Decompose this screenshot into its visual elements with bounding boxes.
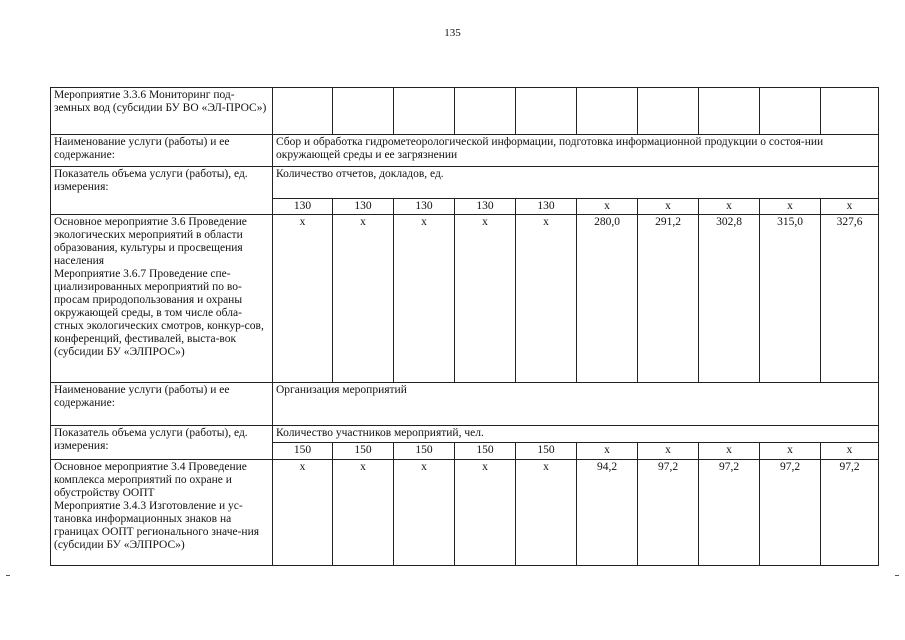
- table-cell: [455, 88, 516, 135]
- table-cell: х: [394, 215, 455, 383]
- table-cell: 94,2: [577, 460, 638, 566]
- table-row: [51, 383, 879, 426]
- table-cell: [394, 88, 455, 135]
- table-cell: х: [638, 443, 699, 460]
- table-cell: 97,2: [638, 460, 699, 566]
- table-cell: 315,0: [760, 215, 821, 383]
- table-cell: 97,2: [821, 460, 879, 566]
- table-cell: 280,0: [577, 215, 638, 383]
- table-cell: х: [821, 199, 879, 215]
- row-label: Наименование услуги (работы) и ее содержание:: [51, 383, 273, 426]
- table-cell: 291,2: [638, 215, 699, 383]
- table-cell: х: [455, 215, 516, 383]
- table-cell: х: [273, 460, 333, 566]
- table-cell: х: [577, 443, 638, 460]
- service-name-value: Сбор и обработка гидрометеорологической информации, подготовка информационной продукции о состоя-нии окружающей среды и ее загрязнении: [273, 135, 879, 167]
- table-cell: 130: [333, 199, 394, 215]
- scan-edge-mark: [6, 575, 10, 576]
- row-label: Основное мероприятие 3.4 Проведение комплекса мероприятий по охране и обустройству ООПТ Мероприятие 3.4.3 Изготовление и ус-тановка информационных знаков на границах ООПТ регионального значе-ния (субсидии БУ «ЭЛПРОС»): [51, 460, 273, 566]
- table-cell: 130: [455, 199, 516, 215]
- table-row: [51, 88, 879, 135]
- row-label: Мероприятие 3.3.6 Мониторинг под-земных вод (субсидии БУ ВО «ЭЛ-ПРОС»): [51, 88, 273, 135]
- table-cell: х: [638, 199, 699, 215]
- table-cell: [577, 88, 638, 135]
- indicator-value: Количество отчетов, докладов, ед.: [273, 167, 879, 199]
- table-cell: 97,2: [699, 460, 760, 566]
- table-cell: 130: [516, 199, 577, 215]
- row-label: Основное мероприятие 3.6 Проведение экологических мероприятий в области образования, культуры и просвещения населения Мероприятие 3.6.7 Проведение спе-циализированных мероприятий по во-просам природопользования и охраны окружающей среды, в том числе обла-стных экологических смотров, конкур-сов, конференций, фестивалей, выста-вок (субсидии БУ «ЭЛПРОС»): [51, 215, 273, 383]
- row-label: Показатель объема услуги (работы), ед. измерения:: [51, 426, 273, 460]
- table-cell: х: [577, 199, 638, 215]
- table-cell: х: [333, 215, 394, 383]
- table-cell: [699, 88, 760, 135]
- table-cell: [638, 88, 699, 135]
- scan-edge-mark: [895, 575, 899, 576]
- table-cell: х: [394, 460, 455, 566]
- table-cell: х: [516, 460, 577, 566]
- table-cell: [516, 88, 577, 135]
- table-cell: х: [273, 215, 333, 383]
- table-row: [51, 460, 879, 566]
- indicator-value: Количество участников мероприятий, чел.: [273, 426, 879, 443]
- table-row: [51, 167, 879, 199]
- table-cell: [273, 88, 333, 135]
- program-table: [50, 87, 879, 566]
- table-cell: х: [699, 199, 760, 215]
- table-cell: 302,8: [699, 215, 760, 383]
- table-cell: 150: [273, 443, 333, 460]
- table-cell: х: [699, 443, 760, 460]
- table-cell: 130: [273, 199, 333, 215]
- table-cell: 150: [333, 443, 394, 460]
- table-cell: [333, 88, 394, 135]
- page-number: 135: [444, 27, 461, 39]
- row-label: Показатель объема услуги (работы), ед. измерения:: [51, 167, 273, 215]
- table-row: [51, 135, 879, 167]
- table-cell: х: [516, 215, 577, 383]
- table-row: [51, 426, 879, 443]
- table-cell: 327,6: [821, 215, 879, 383]
- service-name-value: Организация мероприятий: [273, 383, 879, 426]
- table-cell: х: [333, 460, 394, 566]
- table-cell: [821, 88, 879, 135]
- table-cell: х: [760, 199, 821, 215]
- table-cell: 150: [394, 443, 455, 460]
- row-label: Наименование услуги (работы) и ее содержание:: [51, 135, 273, 167]
- table-row: [51, 215, 879, 383]
- table-cell: 150: [516, 443, 577, 460]
- table-cell: 130: [394, 199, 455, 215]
- table-cell: х: [821, 443, 879, 460]
- table-cell: 150: [455, 443, 516, 460]
- table-cell: 97,2: [760, 460, 821, 566]
- table-cell: [760, 88, 821, 135]
- table-cell: х: [455, 460, 516, 566]
- table-cell: х: [760, 443, 821, 460]
